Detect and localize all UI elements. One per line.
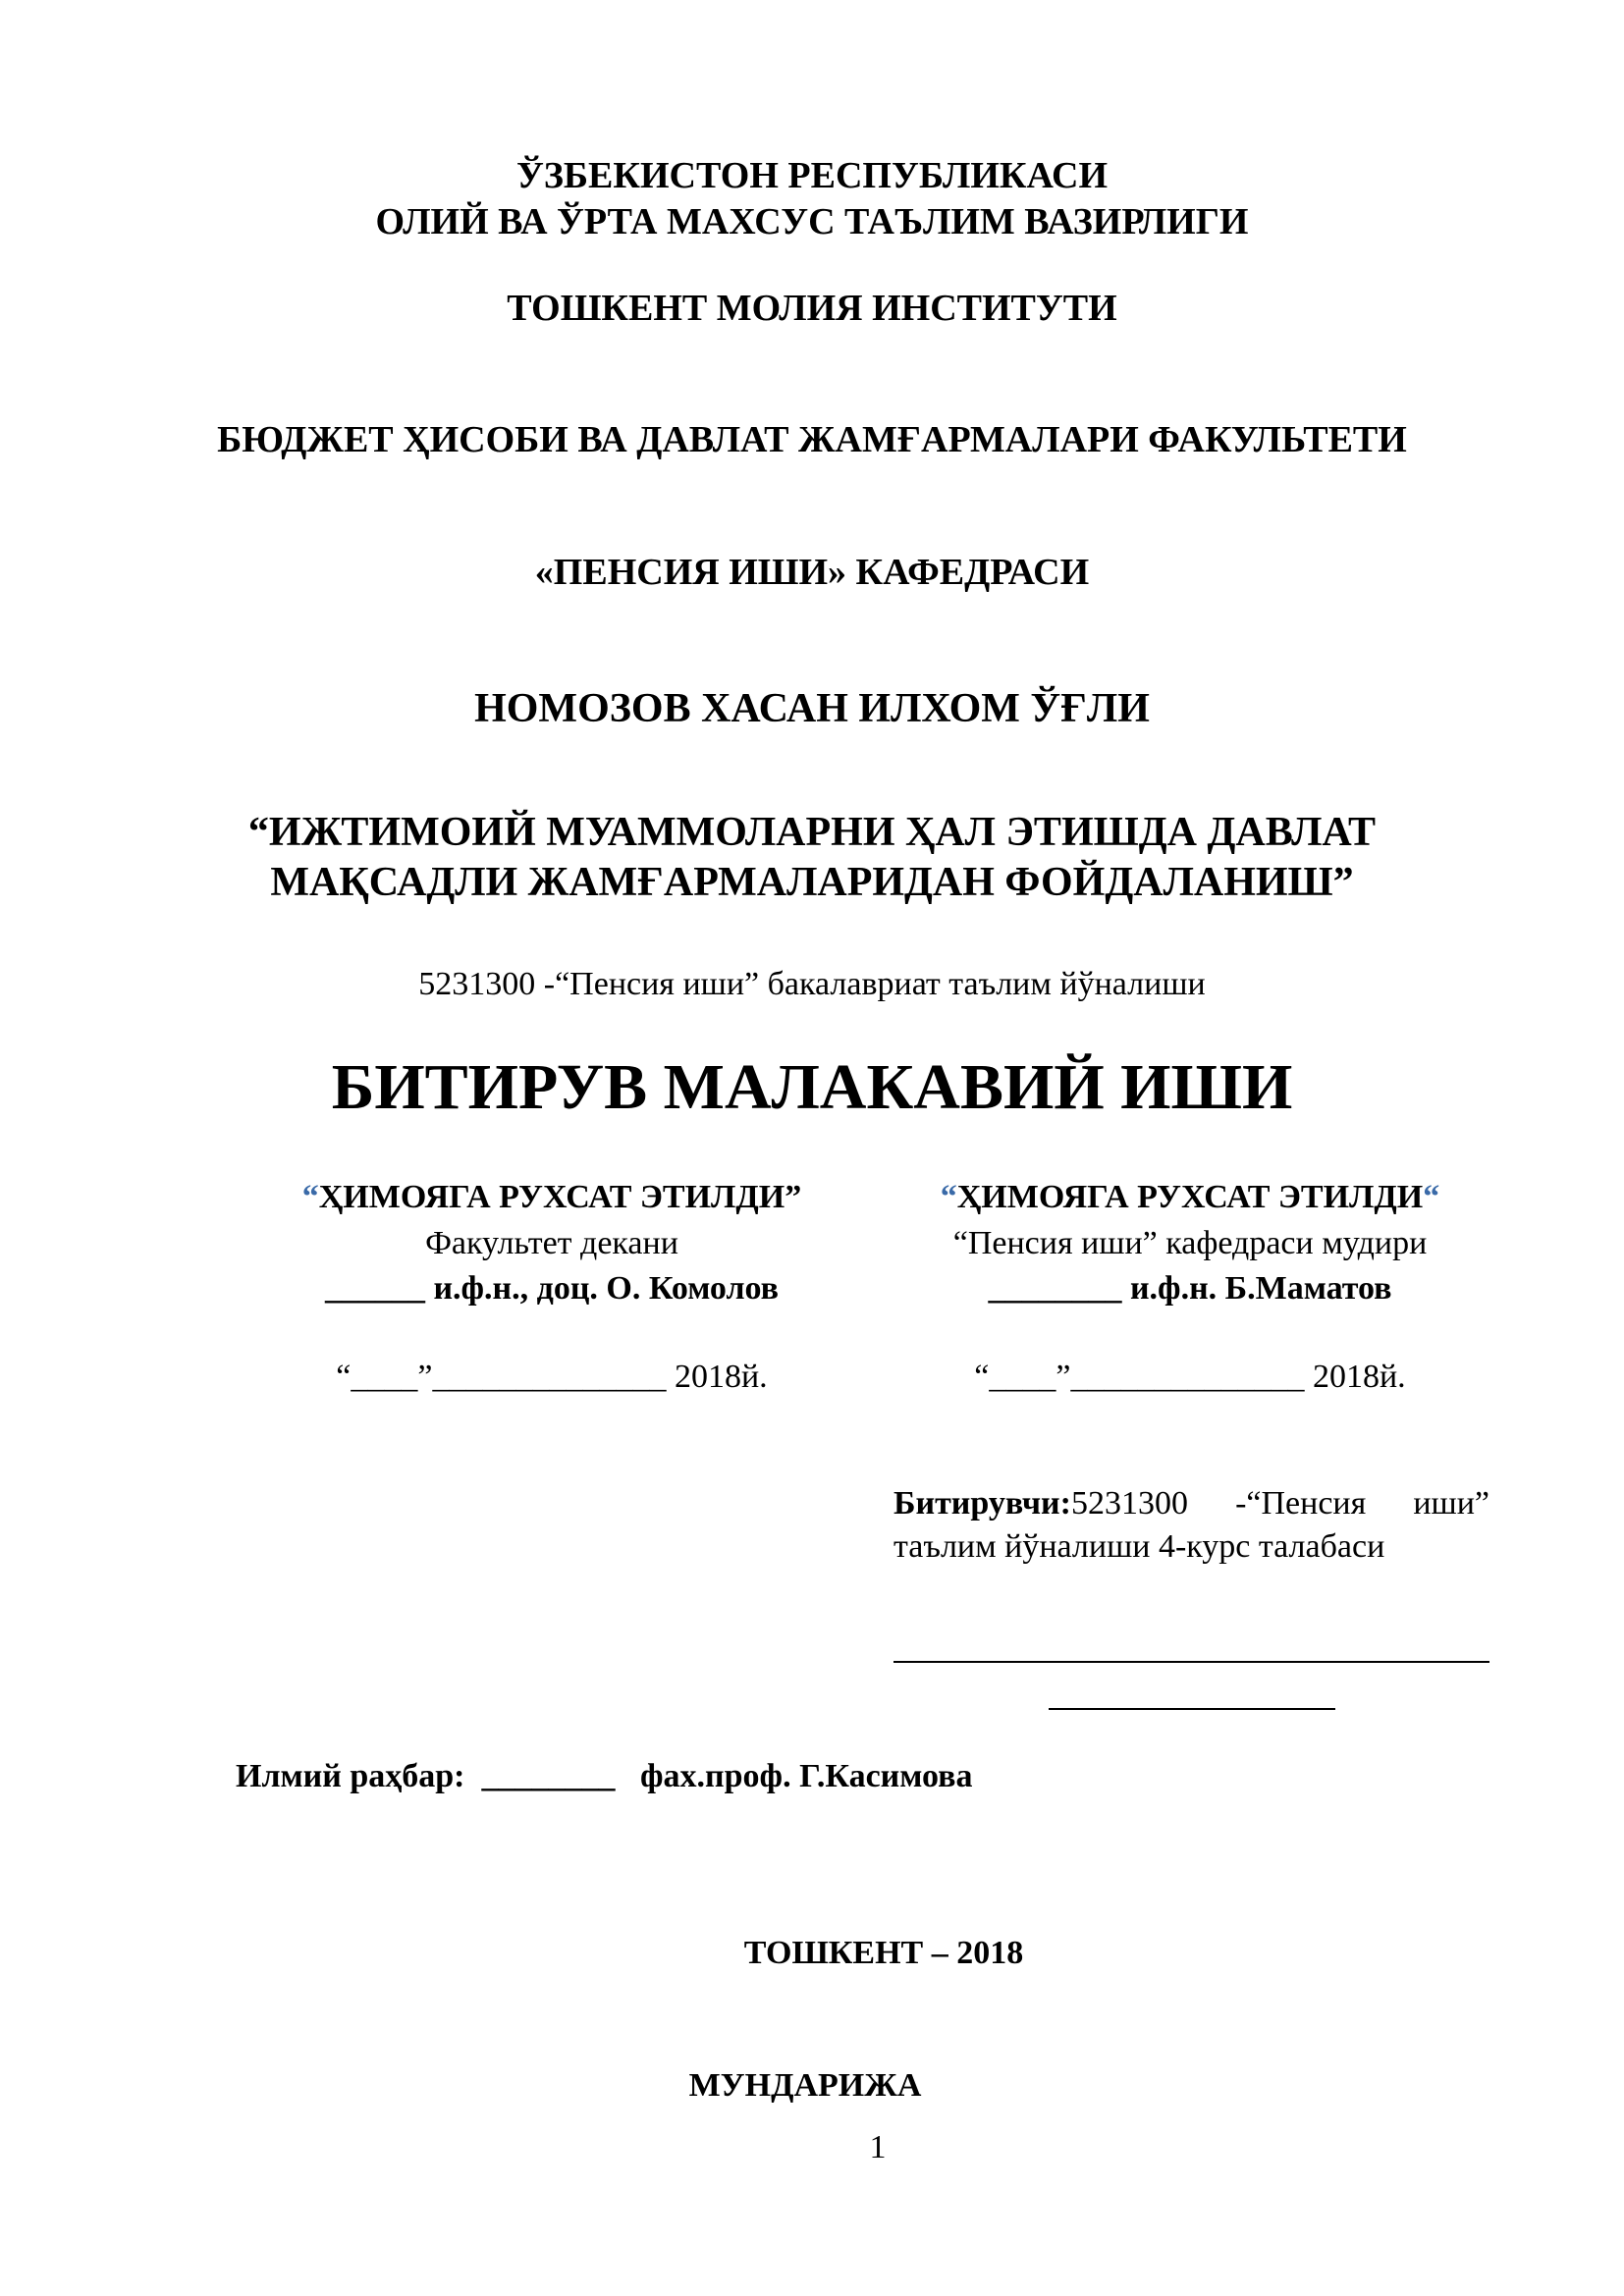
approval-left-open-quote: “ xyxy=(301,1179,319,1215)
supervisor-name: фах.проф. Г.Касимова xyxy=(640,1758,973,1794)
topic-line-1: “ИЖТИМОИЙ МУАММОЛАРНИ ҲАЛ ЭТИШДА ДАВЛАТ xyxy=(247,810,1377,855)
city-year: ТОШКЕНТ – 2018 xyxy=(743,1935,1024,1971)
approval-right-role: “Пенсия иши” кафедраси мудири xyxy=(952,1225,1428,1261)
supervisor-line xyxy=(236,1759,972,1794)
author-name: НОМОЗОВ ХАСАН ИЛХОМ ЎҒЛИ xyxy=(474,686,1150,731)
graduate-signature-line xyxy=(893,1661,1489,1663)
approval-left-signature-blank: ______ xyxy=(324,1270,425,1307)
approval-left-role: Факультет декани xyxy=(425,1225,678,1261)
republic-title: ЎЗБЕКИСТОН РЕСПУБЛИКАСИ xyxy=(515,155,1109,196)
approval-right-heading xyxy=(886,1180,1494,1215)
work-type-title: БИТИРУВ МАЛАКАВИЙ ИШИ xyxy=(331,1051,1293,1123)
approval-left-date: “____”______________ 2018й. xyxy=(336,1359,768,1395)
approval-right-signature-blank: ________ xyxy=(988,1270,1122,1307)
institute-title: ТОШКЕНТ МОЛИЯ ИНСТИТУТИ xyxy=(507,288,1117,329)
graduate-name-line xyxy=(1049,1708,1335,1710)
approval-right-date: “____”______________ 2018й. xyxy=(974,1359,1406,1395)
approval-left-heading xyxy=(247,1180,856,1215)
approval-right-signer: и.ф.н. Б.Маматов xyxy=(1121,1270,1392,1307)
approval-left-signer: и.ф.н., доц. О. Комолов xyxy=(424,1270,780,1307)
approval-left-signature xyxy=(247,1271,856,1307)
supervisor-label: Илмий раҳбар: xyxy=(236,1758,465,1794)
graduate-text: 5231300 -“Пенсия иши” таълим йўналиши 4-курс талабаси xyxy=(893,1485,1489,1566)
contents-title: МУНДАРИЖА xyxy=(688,2067,922,2104)
approval-right-open-quote: “ xyxy=(940,1179,957,1215)
specialty-line: 5231300 -“Пенсия иши” бакалавриат таълим йўналиши xyxy=(418,966,1206,1002)
ministry-title: ОЛИЙ ВА ЎРТА МАХСУС ТАЪЛИМ ВАЗИРЛИГИ xyxy=(375,201,1249,242)
approval-right-close-quote: “ xyxy=(1423,1179,1440,1215)
approval-left-heading-text: ҲИМОЯГА РУХСАТ ЭТИЛДИ” xyxy=(318,1179,802,1215)
department-title: «ПЕНСИЯ ИШИ» КАФЕДРАСИ xyxy=(534,552,1090,593)
topic-line-2: МАҚСАДЛИ ЖАМҒАРМАЛАРИДАН ФОЙДАЛАНИШ” xyxy=(270,860,1354,905)
graduate-info xyxy=(893,1482,1489,1569)
graduate-label: Битирувчи: xyxy=(893,1485,1071,1522)
approval-right-heading-text: ҲИМОЯГА РУХСАТ ЭТИЛДИ xyxy=(956,1179,1424,1215)
faculty-title: БЮДЖЕТ ҲИСОБИ ВА ДАВЛАТ ЖАМҒАРМАЛАРИ ФАКУЛЬТЕТИ xyxy=(217,419,1407,460)
approval-right-signature xyxy=(886,1271,1494,1307)
page-number: 1 xyxy=(869,2129,887,2165)
supervisor-blank: ________ xyxy=(481,1758,616,1794)
